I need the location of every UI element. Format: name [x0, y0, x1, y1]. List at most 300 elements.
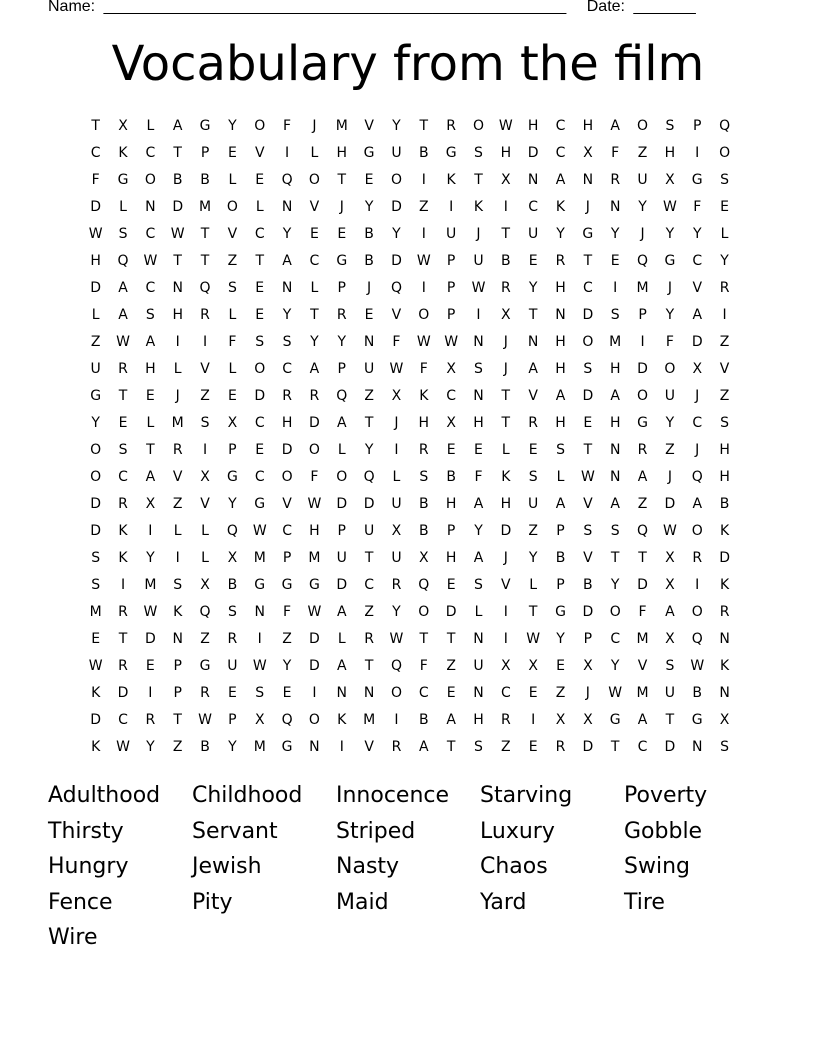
grid-letter[interactable]: R: [637, 442, 648, 458]
grid-letter[interactable]: K: [91, 685, 101, 701]
grid-letter[interactable]: V: [637, 658, 648, 674]
grid-letter[interactable]: T: [91, 118, 100, 134]
grid-letter[interactable]: Z: [364, 604, 374, 620]
grid-letter[interactable]: O: [90, 469, 102, 485]
grid-letter[interactable]: Z: [200, 388, 210, 404]
grid-letter[interactable]: L: [310, 145, 319, 161]
grid-letter[interactable]: W: [143, 253, 158, 269]
grid-letter[interactable]: S: [474, 739, 483, 755]
grid-letter[interactable]: Q: [637, 523, 649, 539]
grid-letter[interactable]: Y: [228, 118, 237, 134]
grid-letter[interactable]: W: [143, 604, 158, 620]
grid-letter[interactable]: X: [391, 388, 402, 404]
grid-letter[interactable]: E: [118, 415, 128, 431]
grid-letter[interactable]: S: [91, 550, 101, 566]
grid-letter[interactable]: D: [582, 307, 594, 323]
grid-letter[interactable]: T: [610, 739, 620, 755]
grid-letter[interactable]: X: [227, 550, 238, 566]
grid-letter[interactable]: R: [172, 442, 183, 458]
grid-letter[interactable]: D: [144, 631, 156, 647]
grid-letter[interactable]: X: [719, 712, 730, 728]
grid-letter[interactable]: G: [254, 496, 266, 512]
grid-letter[interactable]: Z: [200, 631, 210, 647]
grid-letter[interactable]: V: [719, 361, 730, 377]
grid-letter[interactable]: F: [283, 118, 292, 134]
grid-letter[interactable]: E: [446, 442, 456, 458]
grid-letter[interactable]: A: [336, 415, 347, 431]
grid-letter[interactable]: S: [227, 280, 237, 296]
grid-letter[interactable]: N: [527, 172, 539, 188]
grid-letter[interactable]: P: [337, 280, 346, 296]
grid-letter[interactable]: O: [582, 334, 594, 350]
grid-letter[interactable]: A: [555, 172, 566, 188]
grid-letter[interactable]: G: [199, 658, 211, 674]
grid-letter[interactable]: Q: [281, 712, 293, 728]
grid-letter[interactable]: Y: [692, 226, 702, 242]
grid-letter[interactable]: V: [692, 280, 703, 296]
grid-letter[interactable]: T: [583, 442, 593, 458]
grid-letter[interactable]: T: [501, 226, 511, 242]
grid-letter[interactable]: E: [528, 739, 538, 755]
grid-letter[interactable]: C: [364, 577, 374, 593]
grid-letter[interactable]: W: [389, 631, 404, 647]
grid-letter[interactable]: O: [226, 199, 238, 215]
grid-letter[interactable]: Q: [336, 388, 348, 404]
grid-letter[interactable]: X: [391, 523, 402, 539]
grid-letter[interactable]: Q: [691, 469, 703, 485]
grid-letter[interactable]: H: [473, 415, 484, 431]
grid-letter[interactable]: T: [173, 712, 182, 728]
grid-letter[interactable]: E: [610, 253, 620, 269]
grid-letter[interactable]: O: [308, 442, 320, 458]
grid-letter[interactable]: S: [145, 307, 155, 323]
grid-letter[interactable]: H: [555, 361, 566, 377]
grid-letter[interactable]: T: [528, 604, 538, 620]
grid-letter[interactable]: J: [585, 199, 590, 215]
grid-letter[interactable]: M: [636, 631, 649, 647]
grid-letter[interactable]: S: [528, 469, 538, 485]
grid-letter[interactable]: C: [90, 145, 101, 161]
grid-letter[interactable]: B: [200, 739, 210, 755]
grid-letter[interactable]: Z: [282, 631, 292, 647]
grid-letter[interactable]: S: [556, 442, 565, 458]
grid-letter[interactable]: C: [309, 253, 320, 269]
grid-letter[interactable]: O: [472, 118, 484, 134]
grid-letter[interactable]: A: [555, 388, 566, 404]
grid-letter[interactable]: J: [695, 442, 700, 458]
grid-letter[interactable]: K: [473, 199, 484, 215]
grid-letter[interactable]: T: [255, 253, 265, 269]
grid-letter[interactable]: R: [282, 388, 292, 404]
grid-letter[interactable]: U: [637, 172, 648, 188]
grid-letter[interactable]: H: [527, 118, 539, 134]
grid-letter[interactable]: X: [446, 415, 456, 431]
grid-letter[interactable]: N: [719, 631, 730, 647]
grid-letter[interactable]: M: [363, 712, 376, 728]
grid-letter[interactable]: Y: [392, 226, 401, 242]
grid-letter[interactable]: H: [500, 496, 512, 512]
grid-letter[interactable]: X: [118, 118, 128, 134]
grid-letter[interactable]: U: [391, 550, 402, 566]
grid-letter[interactable]: H: [555, 415, 566, 431]
grid-letter[interactable]: P: [228, 442, 237, 458]
grid-letter[interactable]: R: [391, 577, 402, 593]
grid-letter[interactable]: R: [719, 604, 730, 620]
grid-letter[interactable]: V: [227, 226, 238, 242]
grid-letter[interactable]: T: [364, 550, 374, 566]
grid-letter[interactable]: Y: [720, 253, 729, 269]
grid-letter[interactable]: O: [418, 604, 430, 620]
grid-letter[interactable]: G: [90, 388, 102, 404]
grid-letter[interactable]: I: [531, 712, 536, 728]
grid-letter[interactable]: C: [500, 685, 511, 701]
grid-letter[interactable]: M: [636, 280, 649, 296]
grid-letter[interactable]: A: [336, 658, 347, 674]
grid-letter[interactable]: F: [228, 334, 237, 350]
grid-letter[interactable]: V: [583, 496, 593, 512]
grid-letter[interactable]: S: [227, 604, 237, 620]
name-field[interactable]: ____________________________________________________: [103, 0, 567, 15]
grid-letter[interactable]: B: [446, 469, 456, 485]
grid-letter[interactable]: E: [528, 442, 538, 458]
grid-letter[interactable]: E: [337, 226, 347, 242]
grid-letter[interactable]: D: [90, 280, 102, 296]
grid-letter[interactable]: A: [473, 550, 484, 566]
grid-letter[interactable]: B: [364, 226, 374, 242]
grid-letter[interactable]: Z: [90, 334, 101, 350]
grid-letter[interactable]: A: [145, 334, 156, 350]
grid-letter[interactable]: H: [281, 415, 293, 431]
grid-letter[interactable]: I: [202, 442, 208, 458]
grid-letter[interactable]: W: [88, 658, 103, 674]
grid-letter[interactable]: I: [312, 685, 317, 701]
grid-letter[interactable]: P: [282, 550, 292, 566]
grid-letter[interactable]: T: [474, 172, 483, 188]
grid-letter[interactable]: S: [665, 118, 675, 134]
grid-letter[interactable]: D: [336, 496, 348, 512]
grid-letter[interactable]: S: [173, 577, 183, 593]
grid-letter[interactable]: L: [201, 550, 209, 566]
grid-letter[interactable]: B: [555, 550, 566, 566]
grid-letter[interactable]: R: [418, 442, 429, 458]
grid-letter[interactable]: D: [719, 550, 730, 566]
grid-letter[interactable]: K: [719, 658, 730, 674]
grid-letter[interactable]: P: [583, 631, 593, 647]
grid-letter[interactable]: I: [148, 685, 153, 701]
grid-letter[interactable]: D: [500, 523, 512, 539]
grid-letter[interactable]: S: [282, 334, 292, 350]
grid-letter[interactable]: W: [498, 118, 513, 134]
grid-letter[interactable]: M: [171, 415, 184, 431]
grid-letter[interactable]: D: [281, 442, 293, 458]
grid-letter[interactable]: R: [227, 631, 238, 647]
grid-letter[interactable]: B: [719, 496, 730, 512]
grid-letter[interactable]: M: [199, 199, 212, 215]
grid-letter[interactable]: D: [363, 496, 375, 512]
grid-letter[interactable]: E: [227, 388, 237, 404]
grid-letter[interactable]: S: [610, 523, 620, 539]
grid-letter[interactable]: L: [337, 442, 346, 458]
grid-letter[interactable]: G: [281, 739, 293, 755]
grid-letter[interactable]: N: [145, 199, 156, 215]
grid-letter[interactable]: E: [309, 226, 319, 242]
grid-letter[interactable]: R: [118, 658, 128, 674]
grid-letter[interactable]: R: [719, 280, 730, 296]
grid-letter[interactable]: U: [227, 658, 238, 674]
grid-letter[interactable]: Q: [363, 469, 375, 485]
grid-letter[interactable]: F: [693, 199, 702, 215]
grid-letter[interactable]: Q: [390, 280, 402, 296]
grid-letter[interactable]: N: [582, 172, 594, 188]
grid-letter[interactable]: K: [555, 199, 566, 215]
grid-letter[interactable]: E: [364, 307, 374, 323]
grid-letter[interactable]: E: [255, 172, 265, 188]
grid-letter[interactable]: K: [446, 172, 456, 188]
grid-letter[interactable]: W: [526, 631, 541, 647]
grid-letter[interactable]: K: [419, 388, 429, 404]
grid-letter[interactable]: T: [501, 388, 511, 404]
grid-letter[interactable]: H: [90, 253, 101, 269]
grid-letter[interactable]: B: [418, 712, 429, 728]
grid-letter[interactable]: E: [528, 685, 538, 701]
grid-letter[interactable]: O: [281, 469, 293, 485]
grid-letter[interactable]: A: [555, 496, 566, 512]
grid-letter[interactable]: S: [665, 658, 675, 674]
grid-letter[interactable]: S: [583, 523, 593, 539]
grid-letter[interactable]: U: [473, 658, 484, 674]
grid-letter[interactable]: H: [309, 523, 320, 539]
grid-letter[interactable]: O: [390, 685, 402, 701]
grid-letter[interactable]: Y: [474, 523, 483, 539]
grid-letter[interactable]: E: [446, 685, 456, 701]
grid-letter[interactable]: E: [583, 415, 593, 431]
grid-letter[interactable]: D: [172, 199, 184, 215]
grid-letter[interactable]: A: [692, 307, 703, 323]
grid-letter[interactable]: Y: [665, 226, 675, 242]
grid-letter[interactable]: V: [200, 496, 210, 512]
grid-letter[interactable]: R: [528, 415, 539, 431]
grid-letter[interactable]: O: [90, 442, 102, 458]
grid-letter[interactable]: S: [583, 361, 593, 377]
grid-letter[interactable]: C: [555, 118, 566, 134]
grid-letter[interactable]: K: [719, 577, 730, 593]
grid-letter[interactable]: D: [309, 631, 320, 647]
grid-letter[interactable]: C: [118, 712, 128, 728]
grid-letter[interactable]: A: [172, 118, 183, 134]
grid-letter[interactable]: U: [391, 496, 402, 512]
grid-letter[interactable]: A: [528, 361, 538, 377]
grid-letter[interactable]: V: [172, 469, 183, 485]
grid-letter[interactable]: W: [198, 712, 212, 728]
grid-letter[interactable]: N: [281, 199, 293, 215]
grid-letter[interactable]: Y: [310, 334, 319, 350]
grid-letter[interactable]: L: [173, 361, 182, 377]
grid-letter[interactable]: C: [282, 361, 292, 377]
grid-letter[interactable]: E: [556, 658, 565, 674]
grid-letter[interactable]: O: [637, 388, 649, 404]
grid-letter[interactable]: G: [308, 577, 320, 593]
grid-letter[interactable]: X: [665, 631, 675, 647]
grid-letter[interactable]: V: [528, 388, 538, 404]
grid-letter[interactable]: D: [90, 523, 102, 539]
grid-letter[interactable]: G: [582, 226, 594, 242]
grid-letter[interactable]: X: [583, 145, 593, 161]
grid-letter[interactable]: B: [200, 172, 210, 188]
grid-letter[interactable]: T: [419, 118, 429, 134]
grid-letter[interactable]: M: [89, 604, 102, 620]
grid-letter[interactable]: B: [418, 523, 429, 539]
grid-letter[interactable]: Z: [665, 442, 675, 458]
grid-letter[interactable]: X: [528, 658, 538, 674]
grid-letter[interactable]: X: [200, 469, 210, 485]
grid-letter[interactable]: L: [337, 631, 346, 647]
grid-letter[interactable]: E: [145, 658, 155, 674]
grid-letter[interactable]: A: [665, 604, 675, 620]
grid-letter[interactable]: X: [665, 172, 675, 188]
grid-letter[interactable]: B: [172, 172, 183, 188]
grid-letter[interactable]: O: [254, 118, 266, 134]
grid-letter[interactable]: D: [691, 334, 703, 350]
grid-letter[interactable]: U: [363, 523, 375, 539]
grid-letter[interactable]: F: [474, 469, 483, 485]
grid-letter[interactable]: F: [310, 469, 319, 485]
grid-letter[interactable]: H: [609, 415, 621, 431]
grid-letter[interactable]: T: [610, 550, 620, 566]
grid-letter[interactable]: T: [583, 253, 593, 269]
grid-letter[interactable]: S: [720, 172, 730, 188]
grid-letter[interactable]: S: [474, 145, 483, 161]
grid-letter[interactable]: Y: [556, 631, 565, 647]
grid-letter[interactable]: O: [691, 604, 703, 620]
grid-letter[interactable]: Y: [146, 550, 155, 566]
grid-letter[interactable]: A: [473, 496, 484, 512]
grid-letter[interactable]: X: [501, 172, 511, 188]
grid-letter[interactable]: N: [172, 631, 183, 647]
grid-letter[interactable]: M: [308, 550, 321, 566]
grid-letter[interactable]: Y: [282, 307, 292, 323]
grid-letter[interactable]: E: [528, 253, 538, 269]
grid-letter[interactable]: H: [336, 145, 348, 161]
grid-letter[interactable]: D: [582, 388, 594, 404]
grid-letter[interactable]: S: [474, 577, 483, 593]
grid-letter[interactable]: L: [146, 118, 155, 134]
grid-letter[interactable]: I: [421, 226, 426, 242]
grid-letter[interactable]: W: [471, 280, 486, 296]
grid-letter[interactable]: W: [116, 334, 130, 350]
grid-letter[interactable]: X: [501, 658, 511, 674]
grid-letter[interactable]: I: [695, 577, 700, 593]
grid-letter[interactable]: C: [446, 388, 457, 404]
grid-letter[interactable]: R: [200, 307, 210, 323]
grid-letter[interactable]: Y: [392, 118, 401, 134]
grid-letter[interactable]: G: [555, 604, 566, 620]
grid-letter[interactable]: E: [227, 145, 237, 161]
grid-letter[interactable]: Z: [446, 658, 456, 674]
grid-letter[interactable]: K: [337, 712, 347, 728]
grid-letter[interactable]: N: [527, 334, 539, 350]
grid-letter[interactable]: F: [392, 334, 401, 350]
grid-letter[interactable]: E: [255, 442, 265, 458]
grid-letter[interactable]: Z: [637, 496, 648, 512]
grid-letter[interactable]: X: [200, 577, 210, 593]
grid-letter[interactable]: L: [310, 280, 319, 296]
grid-letter[interactable]: I: [503, 199, 508, 215]
grid-letter[interactable]: G: [363, 145, 375, 161]
grid-letter[interactable]: A: [118, 280, 128, 296]
grid-letter[interactable]: D: [664, 496, 676, 512]
grid-letter[interactable]: A: [419, 739, 429, 755]
grid-letter[interactable]: N: [719, 685, 730, 701]
grid-letter[interactable]: B: [418, 145, 429, 161]
grid-letter[interactable]: R: [610, 172, 621, 188]
grid-letter[interactable]: Z: [172, 739, 183, 755]
grid-letter[interactable]: Y: [364, 442, 374, 458]
grid-letter[interactable]: X: [583, 658, 593, 674]
grid-letter[interactable]: T: [173, 145, 182, 161]
grid-letter[interactable]: H: [664, 145, 676, 161]
grid-letter[interactable]: W: [252, 658, 267, 674]
grid-letter[interactable]: A: [309, 361, 320, 377]
grid-letter[interactable]: W: [444, 334, 459, 350]
grid-letter[interactable]: T: [337, 172, 347, 188]
grid-letter[interactable]: C: [118, 469, 128, 485]
grid-letter[interactable]: M: [253, 550, 266, 566]
grid-letter[interactable]: Q: [719, 118, 731, 134]
grid-letter[interactable]: O: [308, 712, 320, 728]
grid-letter[interactable]: D: [117, 685, 129, 701]
grid-letter[interactable]: G: [445, 145, 457, 161]
grid-letter[interactable]: P: [200, 145, 210, 161]
grid-letter[interactable]: P: [693, 118, 702, 134]
grid-letter[interactable]: K: [118, 550, 128, 566]
grid-letter[interactable]: D: [336, 577, 348, 593]
grid-letter[interactable]: P: [173, 685, 182, 701]
grid-letter[interactable]: W: [307, 604, 322, 620]
grid-letter[interactable]: K: [118, 145, 128, 161]
grid-letter[interactable]: B: [692, 685, 703, 701]
grid-letter[interactable]: T: [310, 307, 319, 323]
grid-letter[interactable]: P: [638, 307, 647, 323]
grid-letter[interactable]: T: [446, 739, 456, 755]
grid-letter[interactable]: W: [88, 226, 103, 242]
grid-letter[interactable]: S: [720, 739, 730, 755]
grid-letter[interactable]: N: [172, 280, 183, 296]
grid-letter[interactable]: C: [254, 469, 265, 485]
grid-letter[interactable]: G: [691, 712, 703, 728]
grid-letter[interactable]: N: [555, 307, 566, 323]
grid-letter[interactable]: O: [390, 172, 402, 188]
grid-letter[interactable]: U: [528, 226, 539, 242]
grid-letter[interactable]: D: [90, 199, 102, 215]
grid-letter[interactable]: U: [473, 253, 484, 269]
grid-letter[interactable]: I: [339, 739, 344, 755]
grid-letter[interactable]: D: [309, 658, 320, 674]
grid-letter[interactable]: J: [367, 280, 372, 296]
grid-letter[interactable]: Y: [665, 307, 675, 323]
grid-letter[interactable]: Y: [610, 577, 620, 593]
grid-letter[interactable]: N: [309, 739, 320, 755]
grid-letter[interactable]: L: [556, 469, 565, 485]
grid-letter[interactable]: Z: [364, 388, 374, 404]
grid-letter[interactable]: E: [474, 442, 483, 458]
grid-letter[interactable]: U: [391, 145, 402, 161]
grid-letter[interactable]: D: [391, 253, 402, 269]
grid-letter[interactable]: R: [500, 280, 511, 296]
grid-letter[interactable]: G: [254, 577, 266, 593]
grid-letter[interactable]: R: [336, 307, 347, 323]
grid-letter[interactable]: C: [145, 145, 156, 161]
grid-letter[interactable]: Y: [337, 334, 347, 350]
